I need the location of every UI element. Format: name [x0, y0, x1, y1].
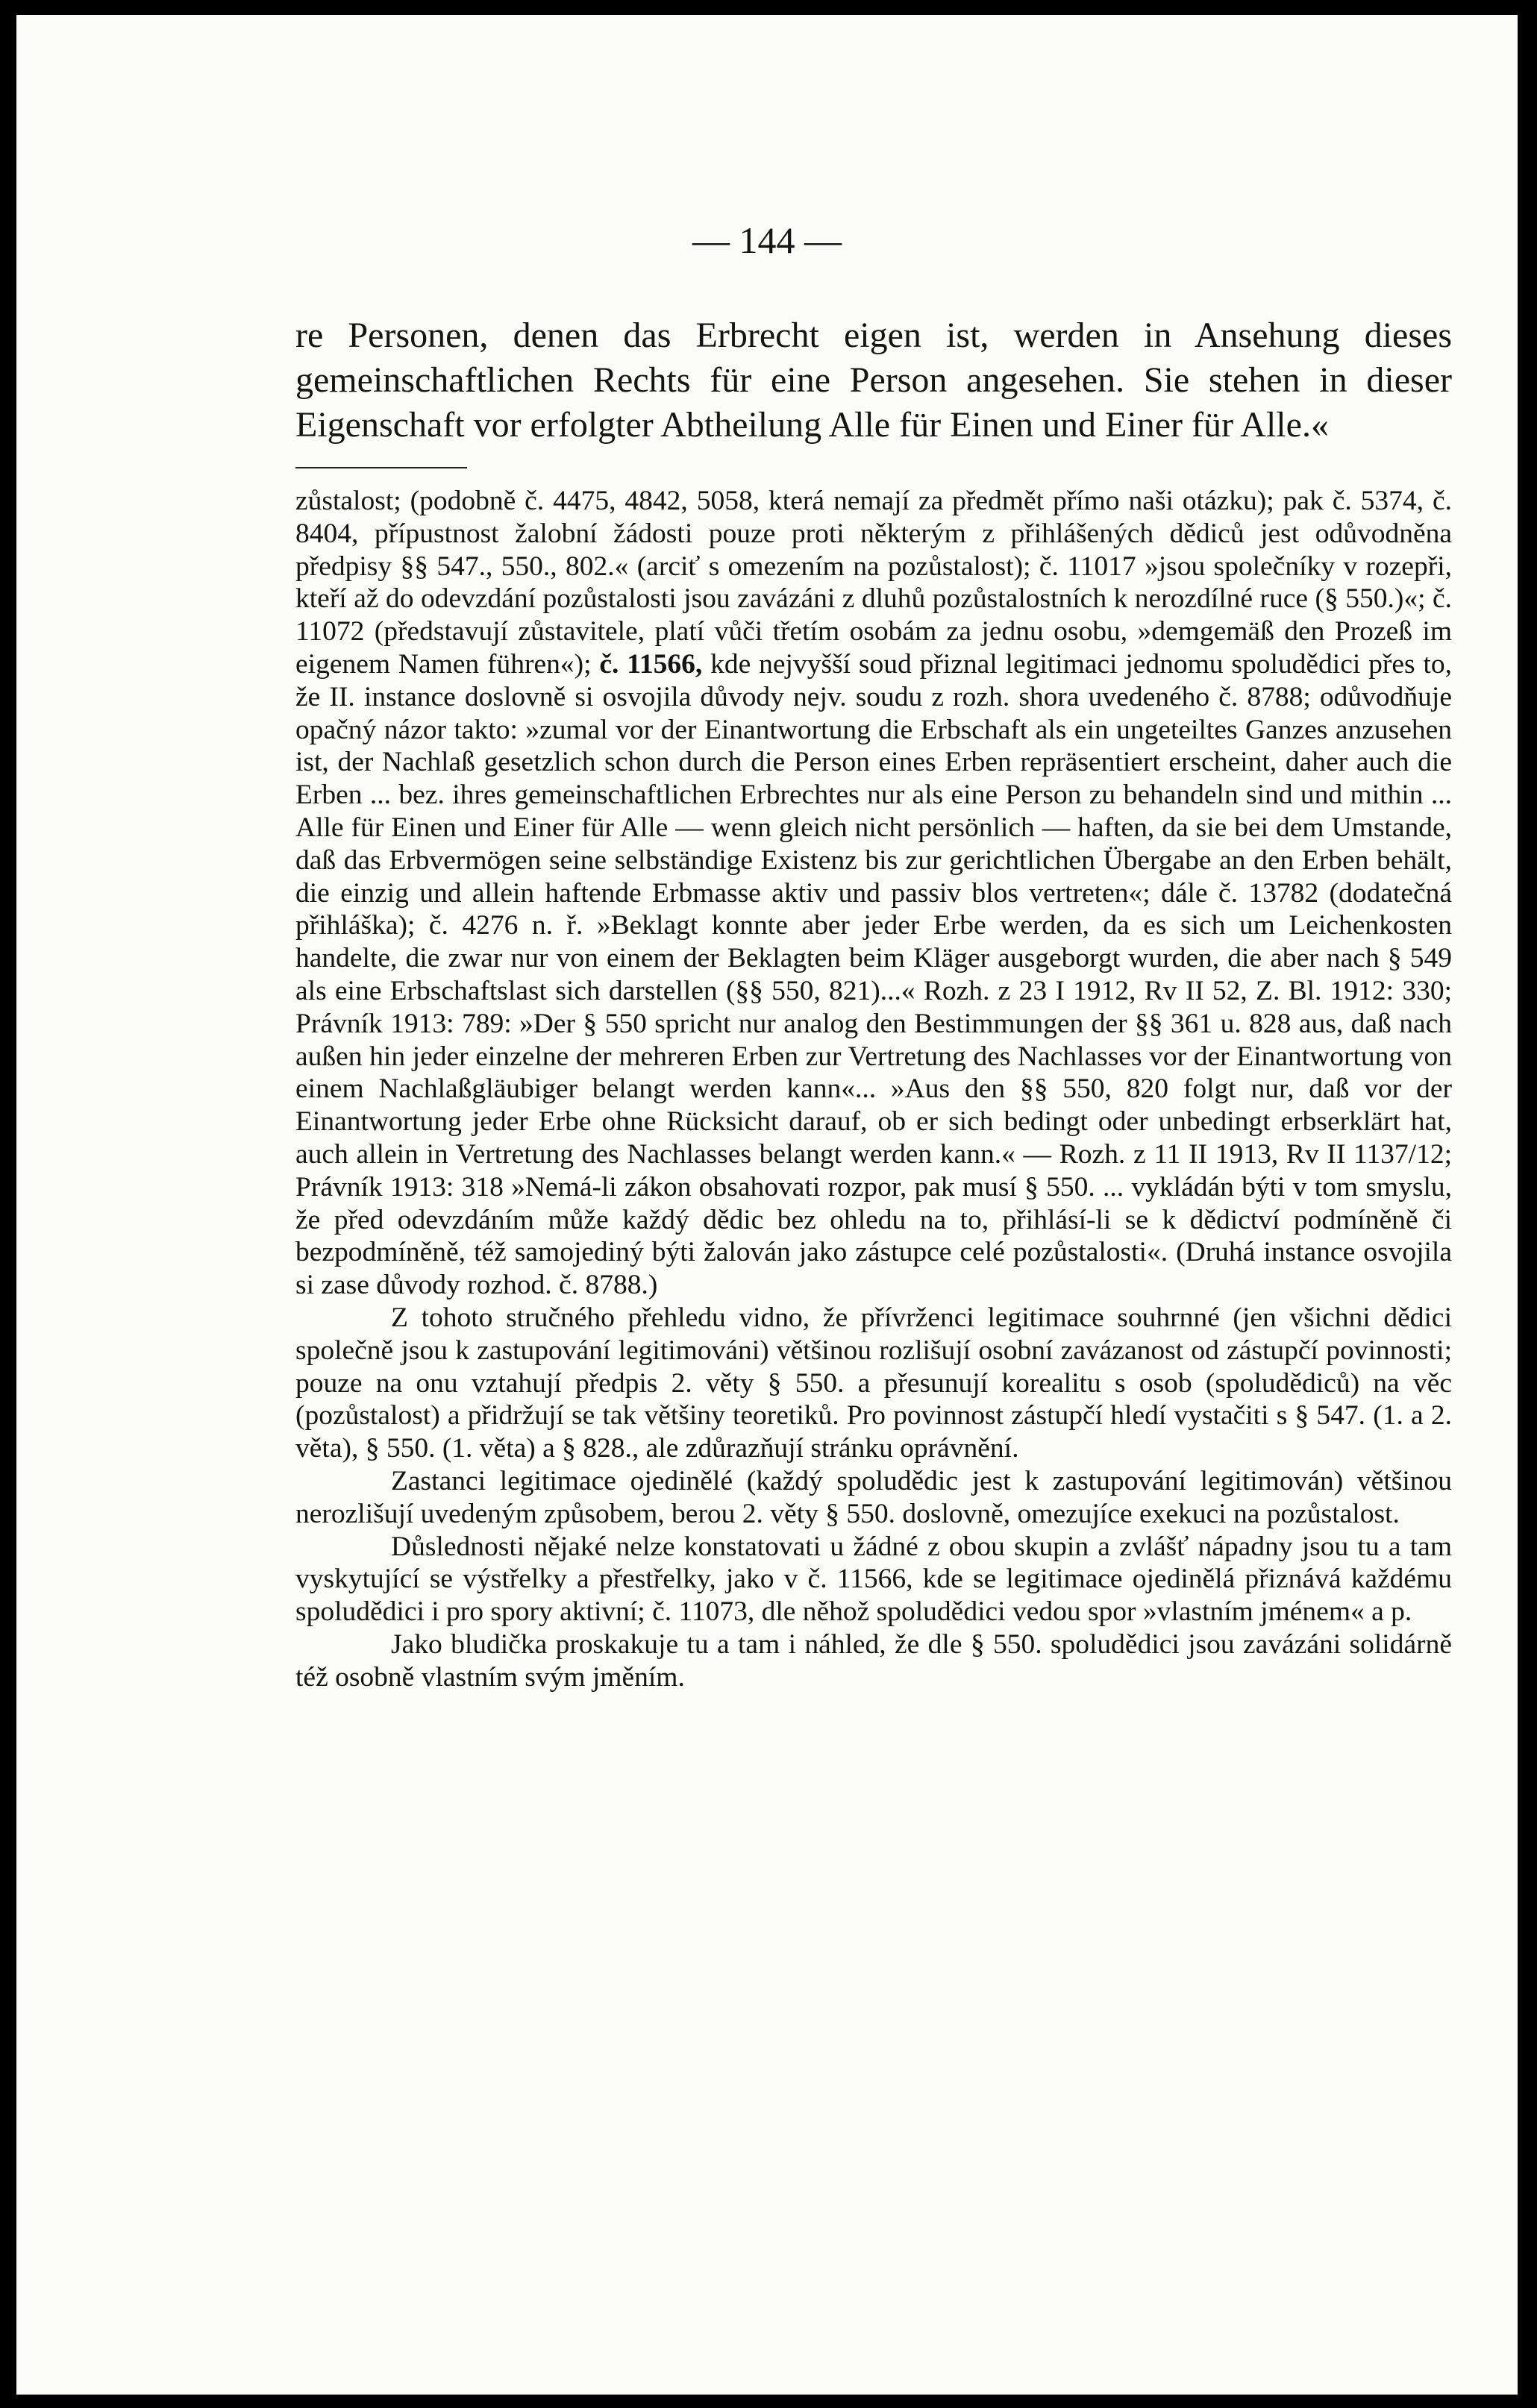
footnote-paragraph-1	[295, 485, 1452, 1302]
footnote-text-c: kde nejvyšší soud přiznal legitimaci jednomu spoludědici přes to, že II. instance doslovně si osvojila důvody nejv. soudu z rozh. shora uvedeného č. 8788; odůvodňuje opačný názor takto: »zumal vor der Einantwortung die Erbschaft als ein ungeteiltes Ganzes anzusehen ist, der Nachlaß gesetzlich schon durch die Person eines Erben repräsentiert erscheint, daher auch die Erben ... bez. ihres gemeinschaftlichen Erbrechtes nur als eine Person zu behandeln sind und mithin ... Alle für Einen und Einer für Alle — wenn gleich nicht persönlich — haften, da sie bei dem Umstande, daß das Erbvermögen seine selbständige Existenz bis zur gerichtlichen Übergabe an den Erben behält, die einzig und allein haftende Erbmasse aktiv und passiv blos vertreten«; dále č. 13782 (dodatečná přihláška); č. 4276 n. ř. »Beklagt konnte aber jeder Erbe werden, da es sich um Leichenkosten handelte, die zwar nur von einem der Beklagten beim Kläger ausgeborgt wurden, die aber nach § 549 als eine Erbschaftslast sich darstellen (§§ 550, 821)...« Rozh. z 23 I 1912, Rv II 52, Z. Bl. 1912: 330; Právník 1913: 789: »Der § 550 spricht nur analog den Bestimmungen der §§ 361 u. 828 aus, daß nach außen hin jeder einzelne der mehreren Erben zur Vertretung des Nachlasses vor der Einantwortung von einem Nachlaßgläubiger belangt werden kann«... »Aus den §§ 550, 820 folgt nur, daß vor der Einantwortung jeder Erbe ohne Rücksicht darauf, ob er sich bedingt oder unbedingt erbserklärt hat, auch allein in Vertretung des Nachlasses belangt werden kann.« — Rozh. z 11 II 1913, Rv II 1137/12; Právník 1913: 318 »Nemá-li zákon obsahovati rozpor, pak musí § 550. ... vykládán býti v tom smyslu, že před odevzdáním může každý dědic bez ohledu na to, přihlásí-li se k dědictví podmíněně či bezpodmíněně, též samojediný býti žalován jako zástupce celé pozůstalosti«. (Druhá instance osvojila si zase důvody rozhod. č. 8788.)	[295, 648, 1452, 1301]
footnote-paragraph-3: Zastanci legitimace ojedinělé (každý spoludědic jest k zastupování legitimován) většinou nerozlišují uvedeným způsobem, berou 2. věty § 550. doslovně, omezujíce exekuci na pozůstalost.	[295, 1465, 1452, 1529]
book-page	[16, 15, 1518, 2395]
footnote-rule	[295, 467, 467, 468]
footnote-text-a: zůstalost; (podobně č. 4475, 4842, 5058, která nemají za předmět přímo naši otázku); pak č. 5374, č. 8404, přípustnost žalobní žádosti pouze proti některým z přihlášených dědiců jest odůvodněna předpisy §§ 547., 550., 802.« (arciť s omezením na pozůstalost); č. 11017 »jsou společníky v rozepři, kteří až do odevzdání pozůstalosti jsou zavázáni z dluhů pozůstalostních k nerozdílné ruce (§ 550.)«; č. 11072 (představují zůstavitele, platí vůči třetím osobám za jednu osobu, »demgemäß den Prozeß im eigenem Namen führen«);	[295, 486, 1452, 680]
footnote-paragraph-2: Z tohoto stručného přehledu vidno, že přívrženci legitimace souhrnné (jen všichni dědici společně jsou k zastupování legitimováni) většinou rozlišují osobní zavázanost od zástupčí povinnosti; pouze na onu vztahují předpis 2. věty § 550. a přesunují korealitu s osob (spoludědiců) na věc (pozůstalost) a přidržují se tak většiny teoretiků. Pro povinnost zástupčí hledí vystačiti s § 547. (1. a 2. věta), § 550. (1. věta) a § 828., ale zdůrazňují stránku oprávnění.	[295, 1302, 1452, 1464]
footnote-bold-reference: č. 11566,	[599, 648, 703, 680]
footnote-block	[295, 485, 1452, 1693]
page-number: — 144 —	[692, 219, 842, 261]
quoted-passage	[295, 313, 1452, 448]
page-content	[295, 313, 1452, 1693]
footnote-paragraph-4: Důslednosti nějaké nelze konstatovati u žádné z obou skupin a zvlášť nápadny jsou tu a tam vyskytující se výstřelky a přestřelky, jako v č. 11566, kde se legitimace ojedinělá přiznává každému spoludědici i pro spory aktivní; č. 11073, dle něhož spoludědici vedou spor »vlastním jménem« a p.	[295, 1531, 1452, 1628]
quote-paragraph: re Personen, denen das Erbrecht eigen ist, werden in Ansehung dieses gemeinschaftlichen Rechts für eine Person angesehen. Sie stehen in dieser Eigenschaft vor erfolgter Abtheilung Alle für Einen und Einer für Alle.«	[295, 316, 1452, 445]
footnote-paragraph-5: Jako bludička proskakuje tu a tam i náhled, že dle § 550. spoludědici jsou zavázáni solidárně též osobně vlastním svým jměním.	[295, 1628, 1452, 1693]
